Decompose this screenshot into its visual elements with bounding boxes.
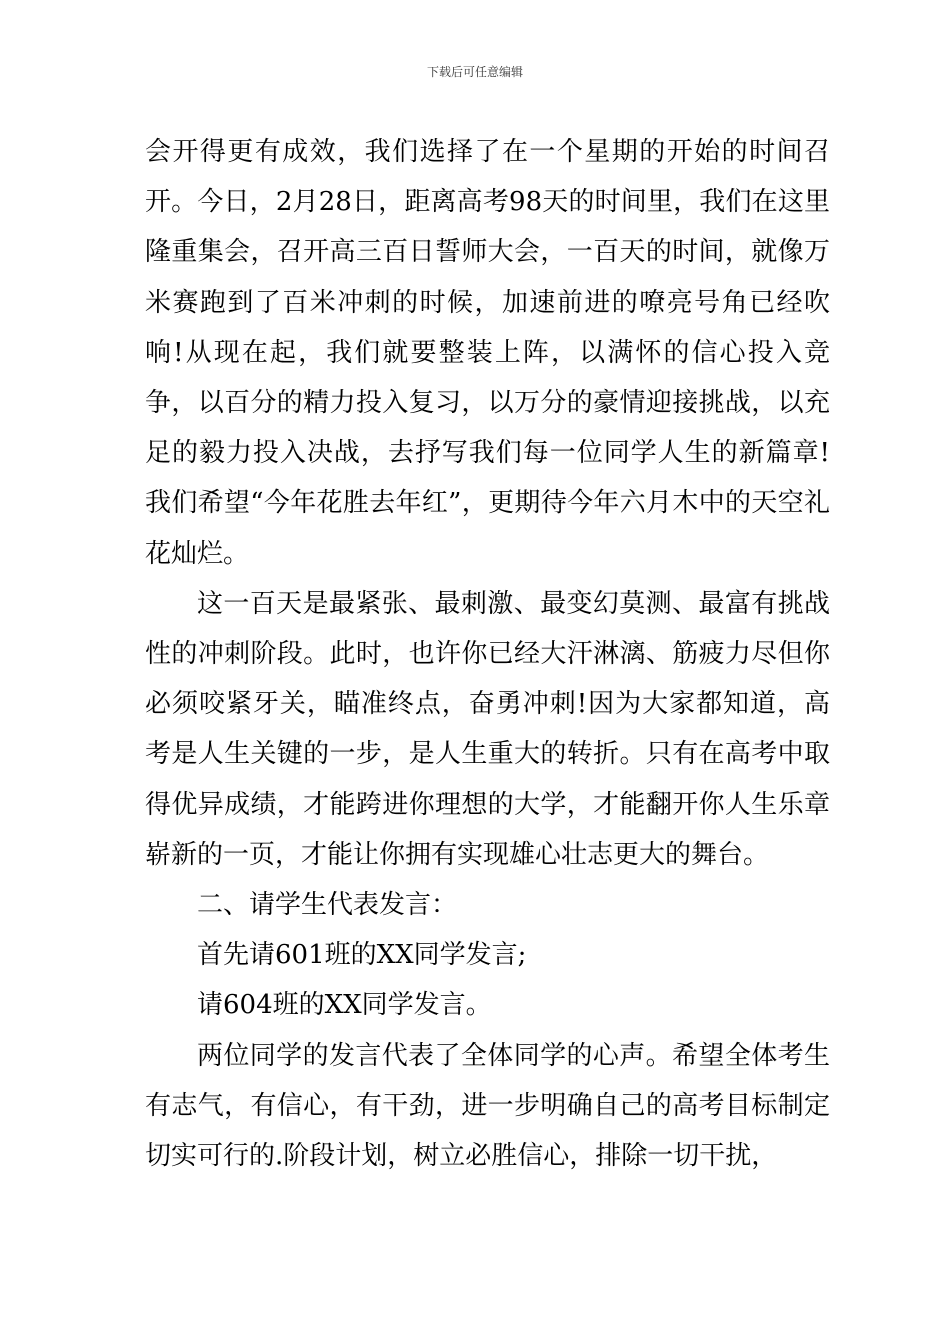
- document-body: [145, 127, 830, 1181]
- paragraph-closing: 两位同学的发言代表了全体同学的心声。希望全体考生有志气，有信心，有干劲，进一步明确自己的高考目标制定切实可行的.阶段计划，树立必胜信心，排除一切干扰，: [145, 1040, 830, 1172]
- paragraph-1: 会开得更有成效，我们选择了在一个星期的开始的时间召开。今日，2月28日，距离高考98天的时间里，我们在这里隆重集会，召开高三百日誓师大会，一百天的时间，就像万米赛跑到了百米冲刺的时候，加速前进的嘹亮号角已经吹响!从现在起，我们就要整装上阵，以满怀的信心投入竞争，以百分的精力投入复习，以万分的豪情迎接挑战，以充足的毅力投入决战，去抒写我们每一位同学人生的新篇章!我们希望“今年花胜去年红”，更期待今年六月木中的天空礼花灿烂。: [145, 137, 830, 569]
- paragraph-second-speaker: 请604班的XX同学发言。: [197, 990, 492, 1021]
- paragraph-2: 这一百天是最紧张、最刺激、最变幻莫测、最富有挑战性的冲刺阶段。此时，也许你已经大汗淋漓、筋疲力尽但你必须咬紧牙关，瞄准终点，奋勇冲刺!因为大家都知道，高考是人生关键的一步，是人生重大的转折。只有在高考中取得优异成绩，才能跨进你理想的大学，才能翻开你人生乐章崭新的一页，才能让你拥有实现雄心壮志更大的舞台。: [145, 588, 830, 870]
- section-heading-student-speech: 二、请学生代表发言：: [197, 890, 458, 921]
- paragraph-first-speaker: 首先请601班的XX同学发言;: [197, 940, 527, 971]
- page-header: 下载后可任意编辑: [426, 65, 523, 79]
